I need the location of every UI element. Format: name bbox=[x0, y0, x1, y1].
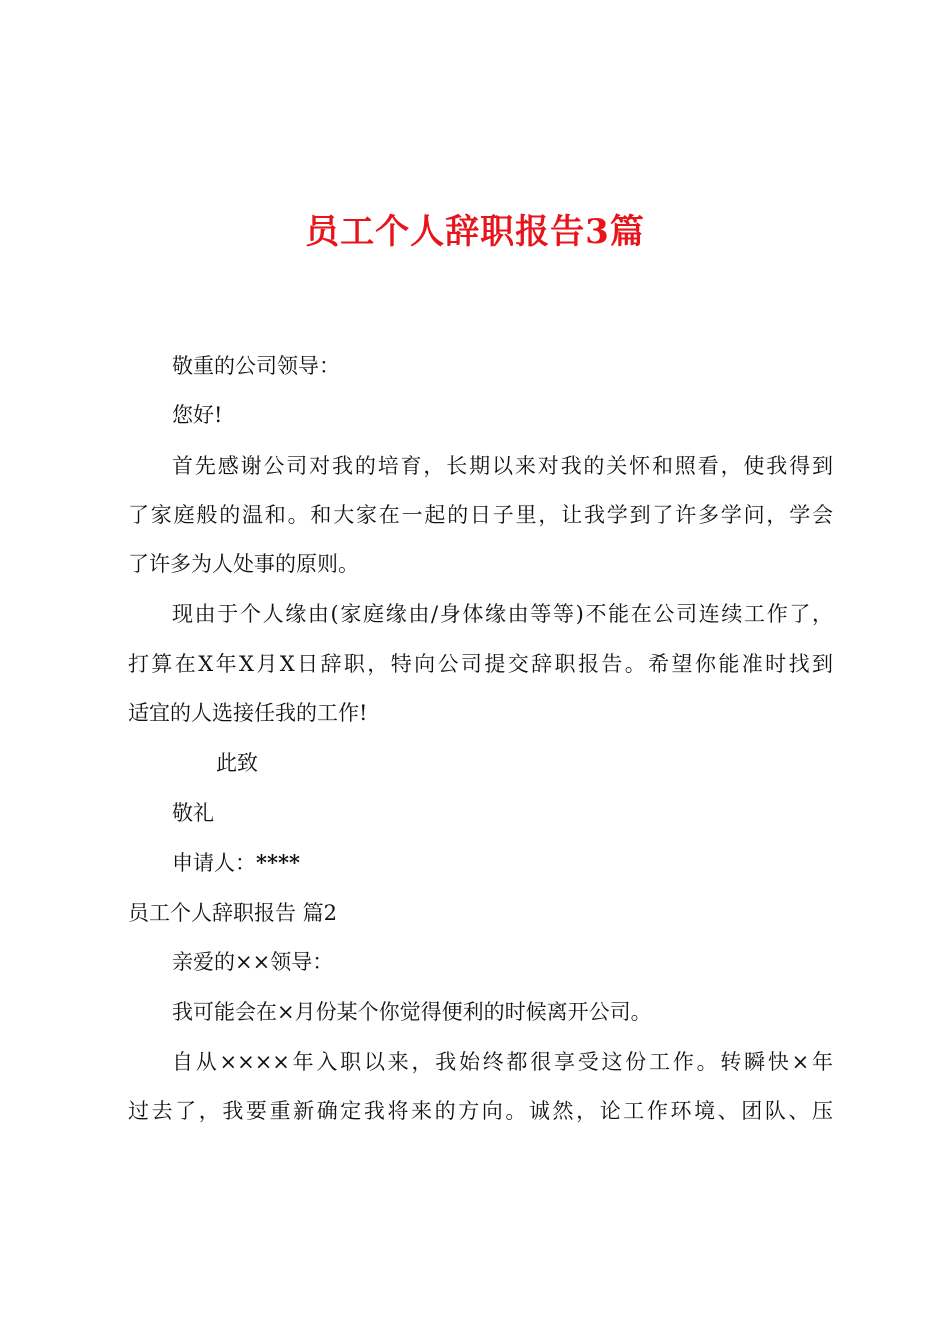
letter1-greeting: 您好! bbox=[172, 403, 223, 427]
letter1-salutation: 敬重的公司领导： bbox=[172, 354, 340, 378]
section2-heading: 员工个人辞职报告 篇2 bbox=[128, 901, 338, 925]
letter1-paragraph1-line1: 首先感谢公司对我的培育，长期以来对我的关怀和照看，使我得到 bbox=[172, 454, 833, 478]
letter1-closing-cizhi: 此致 bbox=[216, 751, 258, 775]
letter1-paragraph1-line3: 了许多为人处事的原则。 bbox=[128, 552, 359, 576]
letter1-paragraph2-line3: 适宜的人选接任我的工作! bbox=[128, 701, 368, 725]
document-title: 员工个人辞职报告3篇 bbox=[305, 212, 645, 252]
applicant-value: **** bbox=[256, 850, 300, 875]
letter1-applicant bbox=[172, 848, 833, 878]
letter2-salutation: 亲爱的××领导： bbox=[172, 950, 334, 974]
letter2-paragraph1: 我可能会在×月份某个你觉得便利的时候离开公司。 bbox=[172, 1000, 652, 1024]
letter2-paragraph2-line1: 自从××××年入职以来，我始终都很享受这份工作。转瞬快×年 bbox=[172, 1050, 833, 1074]
letter2-paragraph2-line2: 过去了，我要重新确定我将来的方向。诚然，论工作环境、团队、压 bbox=[128, 1099, 833, 1123]
letter1-closing-jingli: 敬礼 bbox=[172, 801, 214, 825]
letter1-paragraph2-line1: 现由于个人缘由(家庭缘由/身体缘由等等)不能在公司连续工作了， bbox=[172, 602, 833, 626]
letter1-paragraph1-line2: 了家庭般的温和。和大家在一起的日子里，让我学到了许多学问，学会 bbox=[128, 503, 833, 527]
applicant-label: 申请人： bbox=[172, 851, 256, 875]
letter1-paragraph2-line2: 打算在X年X月X日辞职，特向公司提交辞职报告。希望你能准时找到 bbox=[128, 652, 833, 676]
